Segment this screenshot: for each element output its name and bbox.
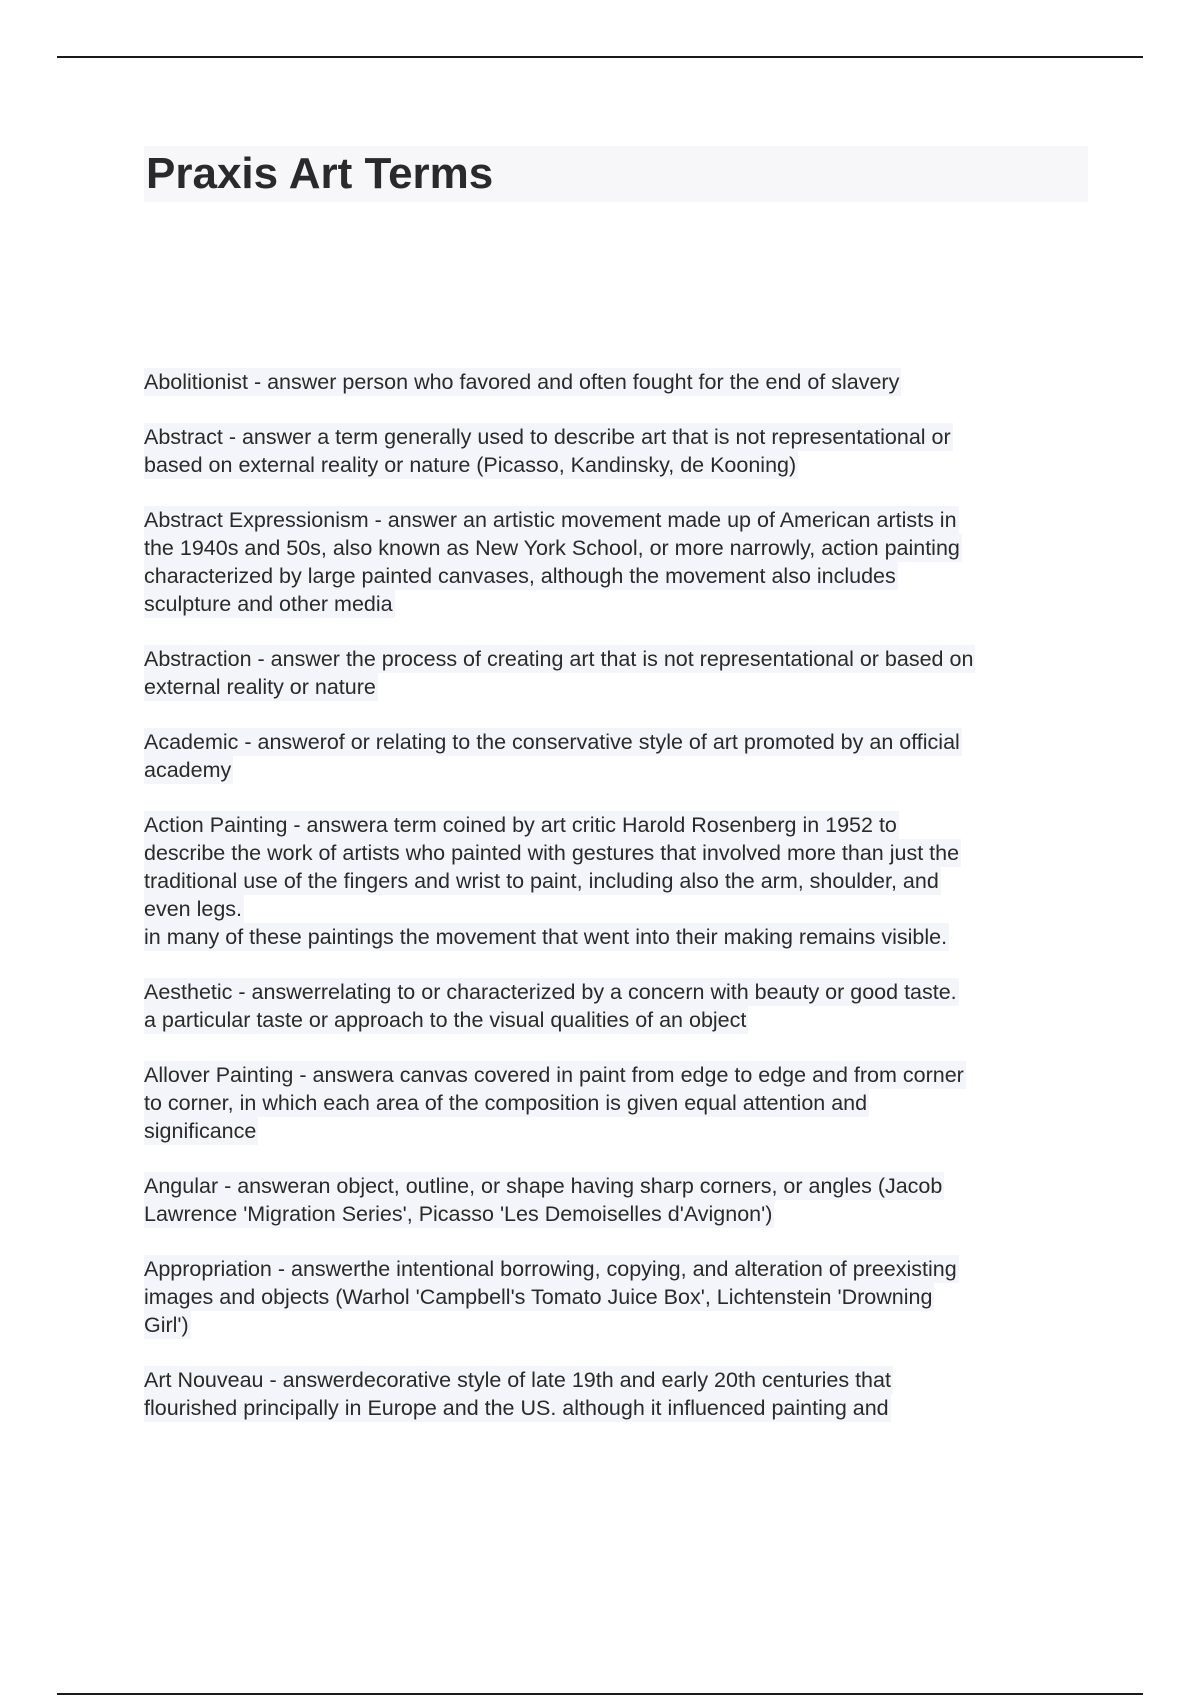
term-line: Appropriation - answerthe intentional borrowing, copying, and alteration of preexisting — [144, 1257, 957, 1281]
term-line: Action Painting - answera term coined by art critic Harold Rosenberg in 1952 to — [144, 813, 897, 837]
term-line: the 1940s and 50s, also known as New York School, or more narrowly, action painting — [144, 536, 960, 560]
term-entry — [144, 811, 1094, 951]
term-line: Abstraction - answer the process of creating art that is not representational or based on — [144, 647, 974, 671]
term-line: sculpture and other media — [144, 592, 393, 616]
term-line: Lawrence 'Migration Series', Picasso 'Les Demoiselles d'Avignon') — [144, 1202, 773, 1226]
term-line: characterized by large painted canvases, although the movement also includes — [144, 564, 896, 588]
term-line: Angular - answeran object, outline, or shape having sharp corners, or angles (Jacob — [144, 1174, 943, 1198]
term-entry — [144, 1255, 1094, 1339]
term-line: Aesthetic - answerrelating to or characterized by a concern with beauty or good taste. — [144, 980, 957, 1004]
term-line: external reality or nature — [144, 675, 376, 699]
term-line: Abstract Expressionism - answer an artistic movement made up of American artists in — [144, 508, 957, 532]
term-line: even legs. — [144, 897, 243, 921]
term-line: academy — [144, 758, 232, 782]
terms-list — [144, 368, 1094, 1449]
term-entry — [144, 368, 1094, 396]
term-line: to corner, in which each area of the composition is given equal attention and — [144, 1091, 868, 1115]
term-entry — [144, 1366, 1094, 1422]
term-line: Academic - answerof or relating to the conservative style of art promoted by an official — [144, 730, 960, 754]
term-line: Art Nouveau - answerdecorative style of late 19th and early 20th centuries that — [144, 1368, 891, 1392]
term-line: Abstract - answer a term generally used to describe art that is not representational or — [144, 425, 951, 449]
term-line: a particular taste or approach to the visual qualities of an object — [144, 1008, 747, 1032]
term-entry — [144, 728, 1094, 784]
term-line: images and objects (Warhol 'Campbell's Tomato Juice Box', Lichtenstein 'Drowning — [144, 1285, 933, 1309]
page-title: Praxis Art Terms — [146, 149, 494, 198]
term-line: in many of these paintings the movement that went into their making remains visible. — [144, 925, 948, 949]
term-entry — [144, 978, 1094, 1034]
term-line: significance — [144, 1119, 257, 1143]
term-line: flourished principally in Europe and the US. although it influenced painting and — [144, 1396, 889, 1420]
term-line: Allover Painting - answera canvas covered in paint from edge to edge and from corner — [144, 1063, 964, 1087]
term-entry — [144, 1172, 1094, 1228]
top-divider — [57, 56, 1143, 58]
term-entry — [144, 1061, 1094, 1145]
term-entry — [144, 506, 1094, 618]
bottom-divider — [57, 1693, 1143, 1695]
term-entry — [144, 645, 1094, 701]
term-line: Girl') — [144, 1313, 189, 1337]
term-entry — [144, 423, 1094, 479]
term-line: based on external reality or nature (Picasso, Kandinsky, de Kooning) — [144, 453, 797, 477]
term-line: describe the work of artists who painted with gestures that involved more than just the — [144, 841, 960, 865]
term-line: traditional use of the fingers and wrist to paint, including also the arm, shoulder, and — [144, 869, 939, 893]
term-line: Abolitionist - answer person who favored and often fought for the end of slavery — [144, 370, 900, 394]
